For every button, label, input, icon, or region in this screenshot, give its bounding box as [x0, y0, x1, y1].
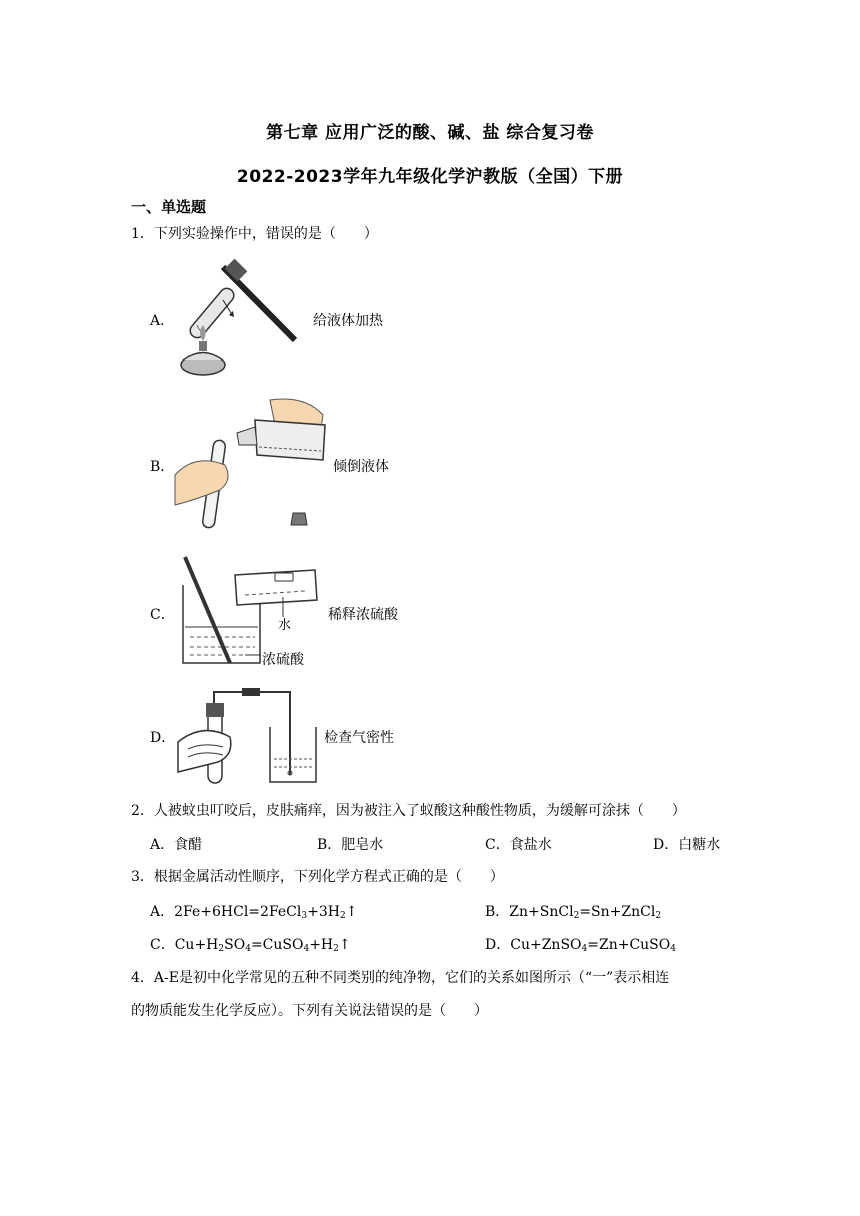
question-1-stem: 1．下列实验操作中，错误的是（ ）: [131, 226, 378, 242]
q1-option-a-caption: 给液体加热: [313, 313, 383, 329]
q3-b-letter: B．: [485, 904, 510, 920]
q3-b-part2: =Sn+ZnCl: [579, 904, 656, 920]
section-heading: 一、单选题: [131, 198, 207, 216]
q3-c-sub2: 4: [245, 944, 251, 954]
q3-c-sub4: 2: [333, 944, 339, 954]
water-label: 水: [278, 618, 292, 633]
question-2-stem: 2．人被蚊虫叮咬后，皮肤痛痒，因为被注入了蚁酸这种酸性物质，为缓解可涂抹（ ）: [131, 803, 686, 819]
q3-d-part1: Cu+ZnSO: [510, 937, 582, 953]
q1-option-c-letter: C．: [150, 607, 175, 623]
q3-a-letter: A．: [150, 904, 175, 920]
q1-option-d-caption: 检查气密性: [324, 730, 394, 746]
q2-option-b: B．肥皂水: [317, 837, 384, 853]
q3-b-part1: Zn+SnCl: [509, 904, 574, 920]
q3-d-sub1: 4: [581, 944, 588, 954]
q3-a-sub1: 3: [301, 911, 308, 921]
q3-c-part1: Cu+H: [174, 937, 219, 953]
q3-a-part1: 2Fe+6HCl=2FeCl: [174, 904, 302, 920]
q3-d-letter: D．: [485, 937, 511, 953]
q1-option-d-letter: D．: [150, 730, 176, 746]
q3-b-sub1: 2: [573, 911, 580, 921]
q3-c-part3: =CuSO: [250, 937, 304, 953]
q2-option-c: C．食盐水: [485, 837, 552, 853]
q1-option-a-letter: A．: [150, 313, 175, 329]
q3-a-sub2: 2: [339, 911, 346, 921]
doc-title-line2: 2022-2023学年九年级化学沪教版（全国）下册: [236, 167, 624, 187]
question-4-stem-line2: 的物质能发生化学反应）。下列有关说法错误的是（ ）: [131, 1003, 488, 1019]
q3-option-a: [150, 901, 357, 921]
concentrated-acid-label: 浓硫酸: [262, 652, 304, 668]
q3-c-sub3: 4: [303, 944, 310, 954]
heating-liquid-figure: [175, 255, 305, 380]
pouring-liquid-figure: [175, 395, 330, 535]
doc-title-line1: 第七章 应用广泛的酸、碱、盐 综合复习卷: [266, 123, 594, 143]
q1-option-c-caption: 稀释浓硫酸: [328, 607, 398, 623]
q3-option-c: [150, 934, 351, 954]
q3-c-part5: ↑: [338, 937, 351, 953]
question-3-stem: 3．根据金属活动性顺序，下列化学方程式正确的是（ ）: [131, 869, 504, 885]
q3-a-part2: +3H: [307, 904, 340, 920]
q2-option-d: D．白糖水: [653, 837, 721, 853]
q1-option-b-letter: B．: [150, 459, 175, 475]
q3-c-part4: +H: [309, 937, 334, 953]
question-4-stem-line1: 4．A-E是初中化学常见的五种不同类别的纯净物，它们的关系如图所示（“一”表示相连: [131, 970, 670, 986]
q3-d-part2: =Zn+CuSO: [587, 937, 671, 953]
airtightness-check-figure: [178, 687, 328, 787]
q3-b-sub2: 2: [655, 911, 662, 921]
q3-option-d: [485, 934, 676, 954]
q3-c-letter: C．: [150, 937, 175, 953]
q3-option-b: [485, 901, 661, 921]
q3-c-sub1: 2: [218, 944, 225, 954]
q3-c-part2: SO: [224, 937, 246, 953]
q1-option-b-caption: 倾倒液体: [333, 459, 389, 475]
q2-option-a: A．食醋: [150, 837, 203, 853]
q3-d-sub2: 4: [670, 944, 676, 954]
q3-a-part3: ↑: [345, 904, 358, 920]
